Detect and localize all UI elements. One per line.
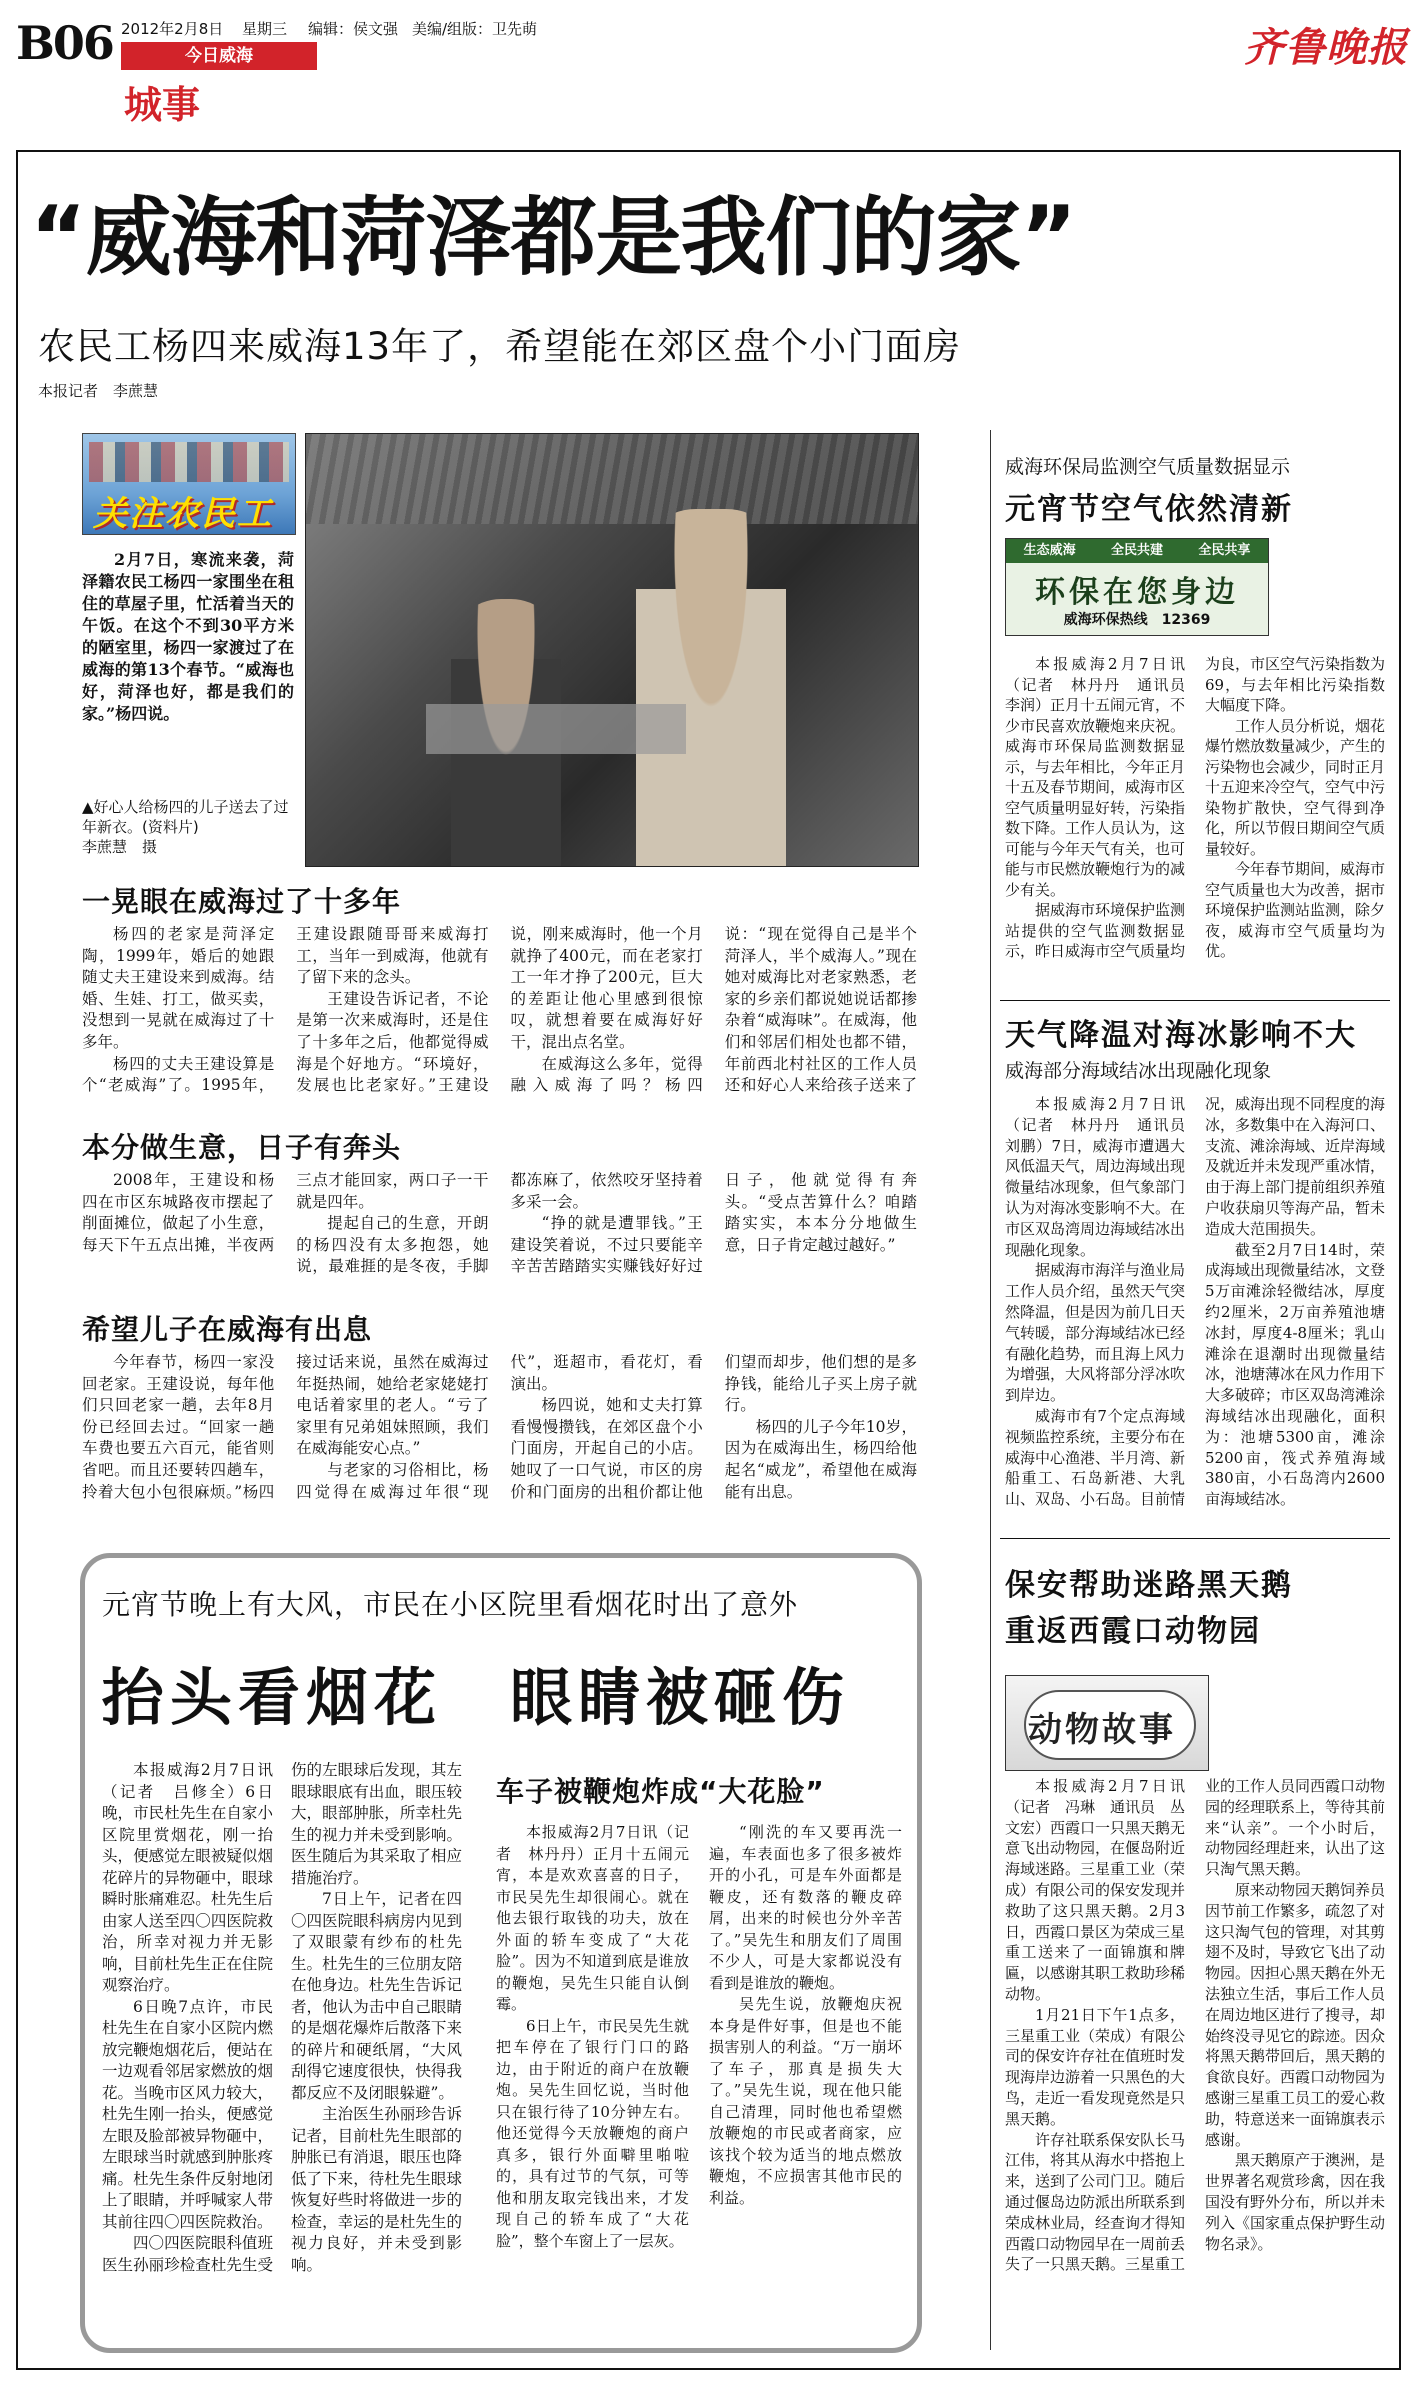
air-banner-top-2: 全民共建 bbox=[1110, 543, 1163, 558]
air-banner-top-1: 生态威海 bbox=[1023, 543, 1076, 558]
car-p4: 吴先生说，放鞭炮庆祝本身是件好事，但是也不能损害别人的利益。“万一崩坏了车子，那真是损失大了。”吴先生说，现在他只能自己清理，同时他也希望燃放鞭炮的市民或者商家，应该找个较为适当的地点燃放鞭炮，不应损害其他市民的利益。 bbox=[709, 1995, 902, 2207]
photo-credit: 李蔗慧 摄 bbox=[82, 838, 158, 856]
lead-section-body-2 bbox=[82, 1170, 917, 1282]
lead-section-body-3 bbox=[82, 1352, 917, 1530]
swan-p1: 本报威海2月7日讯（记者 冯琳 通讯员 丛文宏）西霞口一只黑天鹅无意飞出动物园，在偃岛附近海域迷路。三星重工业（荣成）有限公司的保安发现并救助了这只黑天鹅。2月3日，西霞口景区为荣成三星重工送来了一面锦旗和牌匾，以感谢其职工救助珍稀动物。 bbox=[1005, 1777, 1186, 2003]
swan-p5: 黑天鹅原产于澳洲，是世界著名观赏珍禽，因在我国没有野外分布，所以并未列入《国家重点保护野生动物名录》。 bbox=[1205, 2151, 1385, 2253]
animal-story-logo-text: 动物故事 bbox=[1028, 1710, 1176, 1750]
section-title: 城事 bbox=[124, 83, 201, 127]
logo-text: 关注农民工 bbox=[93, 494, 273, 534]
lead-s1-p4: 在威海这么多年，觉得融入威海了吗？杨四说：“现在觉得自己是半个菏泽人，半个威海人。”现在她对威海比对老家熟悉，老家的乡亲们都说她说话都掺杂着“威海味”。在威海，他们和邻居们相处也都不错，年前西北村社区的工作人员还和好心人来给孩子送来了 bbox=[510, 925, 917, 1095]
air-ice-divider bbox=[1000, 1000, 1390, 1001]
air-p1: 本报威海2月7日讯（记者 林丹丹 通讯员 李润）正月十五闹元宵，不少市民喜欢放鞭炮来庆祝。威海市环保局监测数据显示，与去年相比，今年正月十五及春节期间，威海市区空气质量明显好转，污染指数下降。工作人员认为，这可能与今年天气有关，也可能与市民燃放鞭炮行为的减少有关。 bbox=[1005, 655, 1201, 899]
lead-intro-text: 2月7日，寒流来袭，菏泽籍农民工杨四一家围坐在租住的草屋子里，忙活着当天的午饭。在这个不到30平方米的陋室里，杨四一家渡过了在威海的第13个春节。“威海也好，菏泽也好，都是我们的家。”杨四说。 bbox=[82, 550, 294, 723]
air-title: 元宵节空气依然清新 bbox=[1005, 492, 1293, 527]
car-p1: 本报威海2月7日讯（记者 林丹丹）正月十五闹元宵，本是欢欢喜喜的日子，市民吴先生却很闹心。就在他去银行取钱的功夫，放在外面的轿车变成了“大花脸”。因为不知道到底是谁放的鞭炮，吴先生只能自认倒霉。 bbox=[496, 1823, 689, 2013]
swan-body bbox=[1005, 1776, 1385, 2336]
lead-s2-p3: “挣的就是遭罪钱。”王建设笑着说，不过只要能辛辛苦苦踏踏实实赚钱好好过日子，他就觉得有奔头。“受点苦算什么？咱踏踏实实，本本分分地做生意，日子肯定越过越好。” bbox=[510, 1171, 917, 1276]
page-code: B06 bbox=[16, 16, 113, 70]
photo-table bbox=[426, 704, 686, 754]
air-banner-top bbox=[1006, 539, 1268, 563]
lead-section-title-1: 一晃眼在威海过了十多年 bbox=[82, 885, 402, 918]
air-banner-bottom: 威海环保热线 12369 bbox=[1063, 612, 1211, 628]
header-designer: 美编/组版：卫先萌 bbox=[412, 20, 538, 38]
ice-p2: 据威海市海洋与渔业局工作人员介绍，虽然天气突然降温，但是因为前几日天气转暖，部分海域结冰已经有融化趋势，而且海上风力为增强，大风将部分浮冰吹到岸边。 bbox=[1005, 1261, 1186, 1405]
logo-people-decoration bbox=[89, 442, 289, 482]
swan-title-line1: 保安帮助迷路黑天鹅 bbox=[1005, 1568, 1293, 1603]
fireworks-title: 抬头看烟花 眼睛被砸伤 bbox=[102, 1661, 851, 1734]
lead-intro bbox=[82, 549, 294, 759]
header-weekday: 星期三 bbox=[242, 20, 288, 38]
swan-p3: 许存社联系保安队长马江伟，将其从海水中搭抱上来，送到了公司门卫。随后通过偃岛边防派出所联系到荣成林业局，经查询才得知西霞口动物园早在一周前丢失了一只黑天鹅。三星重工业的工作人员同西霞口动物园的经理联系上，等待其前来“认亲”。一个小时后，动物园经理赶来，认出了这只淘气黑天鹅。 bbox=[1005, 1777, 1385, 2274]
fireworks-p4: 7日上午，记者在四〇四医院眼科病房内见到了双眼蒙有纱布的杜先生。杜先生的三位朋友陪在他身边。杜先生告诉记者，他认为击中自己眼睛的是烟花爆炸后散落下来的碎片和硬纸屑，“大风刮得它速度很快，快得我都反应不及闭眼躲避”。 bbox=[291, 1890, 462, 2102]
air-p2: 据威海市环境保护监测站提供的空气监测数据显示，昨日威海市空气质量均为良，市区空气污染指数为69，与去年相比污染指数大幅度下降。 bbox=[1005, 655, 1385, 960]
column-divider bbox=[990, 430, 991, 2350]
ice-p1: 本报威海2月7日讯（记者 林丹丹 通讯员 刘鹏）7日，威海市遭遇大风低温天气，周边海域出现微量结冰现象，但气象部门认为对海冰变影响不大。在市区双岛湾周边海域结冰出现融化现象。 bbox=[1005, 1095, 1201, 1259]
car-p3: “刚洗的车又要再洗一遍，车表面也多了很多被炸开的小孔，可是车外面都是鞭皮，还有数落的鞭皮碎屑，出来的时候也分外辛苦了。”吴先生和朋友们了周围不少人，可是大家都说没有看到是谁放的鞭炮。 bbox=[709, 1823, 902, 1992]
section-tag-label: 今日威海 bbox=[185, 46, 253, 66]
car-p2: 6日上午，市民吴先生就把车停在了银行门口的路边，由于附近的商户在放鞭炮。吴先生回忆说，当时他只在银行待了10分钟左右。他还觉得今天放鞭炮的商户真多，银行外面噼里啪啦的，具有过节的气氛，可等他和朋友取完钱出来，才发现自己的轿车成了“大花脸”，整个车窗上了一层灰。 bbox=[496, 2016, 689, 2250]
fireworks-p3: 四〇四医院眼科值班医生孙丽珍检查杜先生受伤的左眼球后发现，其左眼球眼底有出血，眼压较大，眼部肿胀，所幸杜先生的视力并未受到影响。医生随后为其采取了相应措施治疗。 bbox=[102, 1761, 462, 2274]
photo-person-man bbox=[636, 509, 786, 866]
air-kicker: 威海环保局监测空气质量数据显示 bbox=[1005, 456, 1291, 478]
lead-s2-p1: 2008年，王建设和杨四在市区东城路夜市摆起了削面摊位，做起了小生意，每天下午五点出摊，半夜两三点才能回家，两口子一干就是四年。 bbox=[82, 1171, 489, 1254]
swan-title-line2: 重返西霞口动物园 bbox=[1005, 1614, 1261, 1649]
lead-s3-p2: 与老家的习俗相比，杨四觉得在威海过年很“现代”，逛超市，看花灯，看演出。 bbox=[296, 1353, 703, 1501]
animal-story-logo bbox=[1005, 1675, 1209, 1771]
ice-title: 天气降温对海冰影响不大 bbox=[1005, 1018, 1357, 1053]
lead-s3-p1: 今年春节，杨四一家没回老家。王建设说，每年他们只回老家一趟，去年8月份已经回去过。“回家一趟车费也要五六百元，能省则省吧。而且还要转四趟车，拎着大包小包很麻烦。”杨四接过话来说，虽然在威海过年挺热闹，她给老家姥姥打电话着家里的老人。“亏了家里有兄弟姐妹照顾，我们在威海能安心点。” bbox=[82, 1353, 489, 1501]
air-banner-top-3: 全民共享 bbox=[1198, 543, 1251, 558]
section-tag bbox=[121, 42, 317, 70]
lead-section-title-2: 本分做生意，日子有奔头 bbox=[82, 1131, 402, 1164]
fireworks-p2: 6日晚7点许，市民杜先生在自家小区院内燃放完鞭炮烟花后，便站在一边观看邻居家燃放的烟花。当晚市区风力较大，杜先生刚一抬头，便感觉左眼及脸部被异物砸中，左眼球当时就感到肿胀疼痛。杜先生条件反射地闭上了眼睛，并呼喊家人带其前往四〇四医院救治。 bbox=[102, 1997, 273, 2231]
fireworks-body bbox=[102, 1760, 462, 2340]
car-title: 车子被鞭炮炸成“大花脸” bbox=[496, 1775, 825, 1808]
air-p3: 工作人员分析说，烟花爆竹燃放数量减少，产生的污染物也会减少，同时正月十五迎来冷空气，空气中污染物扩散快，空气得到净化，所以节假日期间空气质量较好。 bbox=[1205, 716, 1385, 858]
lead-byline: 本报记者 李蔗慧 bbox=[38, 382, 159, 400]
header-editor: 编辑：侯文强 bbox=[308, 20, 399, 38]
lead-photo bbox=[305, 433, 919, 867]
fireworks-p1: 本报威海2月7日讯（记者 吕修全）6日晚，市民杜先生在自家小区院里赏烟花，刚一抬头，便感觉左眼被疑似烟花碎片的异物砸中，眼球瞬时胀痛难忍。杜先生后由家人送至四〇四医院救治，所幸对视力并无影响，目前杜先生正在住院观察治疗。 bbox=[102, 1761, 273, 1994]
air-p4: 今年春节期间，威海市空气质量也大为改善，据市环境保护监测站监测，除夕夜，威海市空气质量均为优。 bbox=[1205, 860, 1385, 960]
photo-caption-box bbox=[82, 797, 294, 861]
fireworks-kicker: 元宵节晚上有大风，市民在小区院里看烟花时出了意外 bbox=[102, 1588, 799, 1621]
ice-subtitle: 威海部分海域结冰出现融化现象 bbox=[1005, 1060, 1272, 1082]
fireworks-p5: 主治医生孙丽珍告诉记者，目前杜先生眼部的肿胀已有消退，眼压也降低了下来，待杜先生眼球恢复好些时将做进一步的检查，幸运的是杜先生的视力良好，并未受到影响。 bbox=[291, 2105, 462, 2274]
air-banner-main: 环保在您身边 bbox=[1035, 575, 1239, 610]
lead-section-body-1 bbox=[82, 924, 917, 1112]
lead-s1-p1: 杨四的老家是菏泽定陶，1999年，婚后的她跟随丈夫王建设来到威海。结婚、生娃、打工，做买卖，没想到一晃就在威海过了十多年。 bbox=[82, 925, 275, 1051]
lead-subhead: 农民工杨四来威海13年了，希望能在郊区盘个小门面房 bbox=[38, 325, 962, 368]
ice-swan-divider bbox=[1000, 1538, 1390, 1539]
lead-s3-p3: 杨四说，她和丈夫打算看慢慢攒钱，在郊区盘个小门面房，开起自己的小店。她叹了一口气说，市区的房价和门面房的出租价都让他们望而却步，他们想的是多挣钱，能给儿子买上房子就行。 bbox=[510, 1353, 917, 1501]
air-body bbox=[1005, 654, 1385, 994]
photo-caption: ▲好心人给杨四的儿子送去了过年新衣。(资料片) bbox=[82, 798, 289, 836]
ice-p3: 威海市有7个定点海域视频监控系统，主要分布在威海中心渔港、半月湾、新船重工、石岛新港、大乳山、双岛、小石岛。目前情况，威海出现不同程度的海冰，多数集中在入海河口、支流、滩涂海域、近岸海域及就近并未发现严重冰情，由于海上部门提前组织养殖户收获扇贝等海产品，暂未造成大范围损失。 bbox=[1005, 1095, 1385, 1509]
car-body bbox=[496, 1822, 902, 2340]
photo-roof-decoration bbox=[306, 434, 918, 524]
ice-body bbox=[1005, 1094, 1385, 1526]
swan-p4: 原来动物园天鹅饲养员因节前工作繁多，疏忽了对这只淘气包的管理，对其剪翅不及时，导致它飞出了动物园。因担心黑天鹅在外无法独立生活，事后工作人员在周边地区进行了搜寻，却始终没寻见它的踪迹。因众将黑天鹅带回后，黑天鹅的食欲良好。西霞口动物园为感谢三星重工员工的爱心救助，特意送来一面锦旗表示感谢。 bbox=[1205, 1880, 1385, 2149]
lead-s1-p2: 杨四的丈夫王建设算是个“老威海”了。1995年，王建设跟随哥哥来威海打工，当年一到威海，他就有了留下来的念头。 bbox=[82, 925, 489, 1095]
lead-section-title-3: 希望儿子在威海有出息 bbox=[82, 1313, 373, 1346]
lead-headline: “威海和菏泽都是我们的家” bbox=[30, 188, 1077, 288]
header-date: 2012年2月8日 bbox=[121, 20, 224, 38]
air-banner bbox=[1005, 538, 1269, 636]
paper-name-logo: 齐鲁晚报 bbox=[1244, 24, 1408, 71]
lead-s2-p2: 提起自己的生意，开朗的杨四没有太多抱怨，她说，最难捱的是冬夜，手脚都冻麻了，依然咬牙坚持着多采一会。 bbox=[296, 1171, 703, 1276]
lead-s3-p4: 杨四的儿子今年10岁，因为在威海出生，杨四给他起名“威龙”，希望他在威海能有出息。 bbox=[724, 1417, 917, 1501]
swan-p2: 1月21日下午1点多，三星重工业（荣成）有限公司的保安许存社在值班时发现海岸边游着一只黑色的大鸟，走近一看发现竟然是只黑天鹅。 bbox=[1005, 2005, 1186, 2128]
ice-p4: 截至2月7日14时，荣成海域出现微量结冰，文登5万亩滩涂轻微结冰，厚度约2厘米，2万亩养殖池塘冰封，厚度4-8厘米；乳山滩涂在退潮时出现微量结冰，池塘薄冰在风力作用下大多破碎；市区双岛湾滩涂海域结冰出现融化，面积为：池塘5300亩，滩涂5200亩，筏式养殖海域380亩，小石岛湾内2600亩海域结冰。 bbox=[1205, 1240, 1385, 1509]
lead-s1-p3: 王建设告诉记者，不论是第一次来威海时，还是住了十多年之后，他都觉得威海是个好地方。“环境好，发展也比老家好。”王建设说，刚来威海时，他一个月就挣了400元，而在老家打工一年才挣了200元，巨大的差距让他心里感到很惊叹，就想着要在威海好好干，混出点名堂。 bbox=[296, 925, 703, 1095]
farmer-worker-logo bbox=[82, 433, 296, 535]
